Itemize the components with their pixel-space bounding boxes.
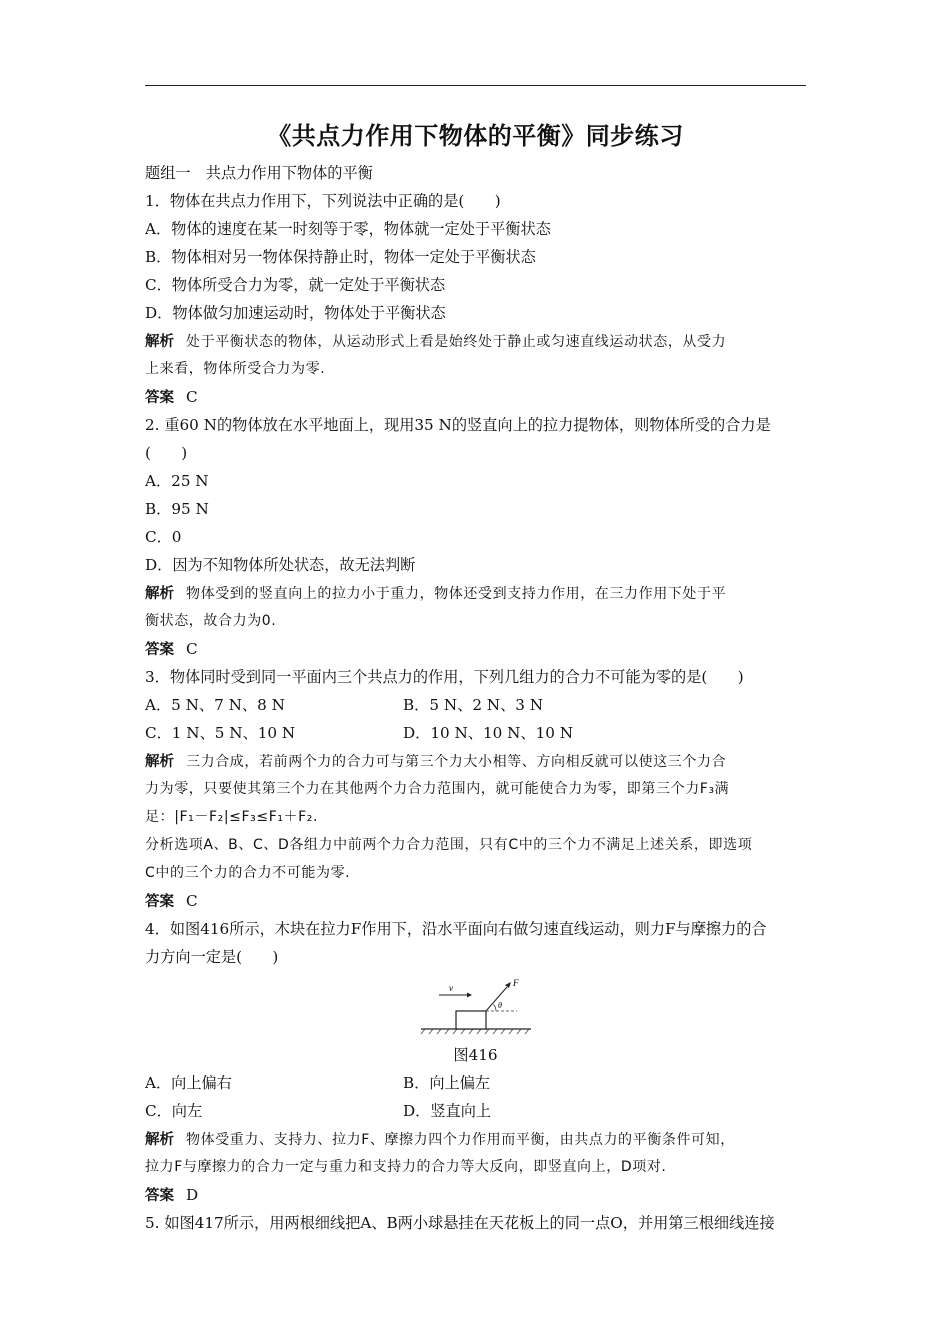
velocity-label: v [449,983,453,993]
q3-analysis-text-1: 三力合成，若前两个力的合力可与第三个力大小相等、方向相反就可以使这三个力合 [186,754,727,770]
q3-stem: 3．物体同时受到同一平面内三个共点力的作用，下列几组力的合力不可能为零的是( ) [145,668,744,686]
force-arrow [486,987,507,1011]
q2-option-b: B．95 N [145,500,209,518]
answer-label: 答案 [145,642,174,658]
q2-option-d: D．因为不知物体所处状态，故无法判断 [145,556,416,574]
q1-answer-value: C [186,388,198,406]
q1-analysis-text-2: 上来看，物体所受合力为零. [145,361,326,377]
document-body [145,159,813,1237]
analysis-label: 解析 [145,754,174,770]
q5-stem-1: 5. 如图417所示，用两根细线把A、B两小球悬挂在天花板上的同一点O，并用第三根细线连接 [145,1214,775,1232]
q3-analysis-text-3: 足：|F₁－F₂|≤F₃≤F₁＋F₂. [145,809,319,825]
velocity-arrowhead [467,993,472,998]
q2-analysis-text-1: 物体受到的竖直向上的拉力小于重力，物体还受到支持力作用，在三力作用下处于平 [186,586,727,602]
q4-option-a: A．向上偏右 [145,1074,232,1092]
q3-analysis [145,747,813,775]
q3-option-c: C．1 N、5 N、10 N [145,724,296,742]
answer-label: 答案 [145,894,174,910]
wooden-block [456,1011,486,1029]
force-label: F [513,978,519,988]
q3-option-a: A．5 N、7 N、8 N [145,696,285,714]
q1-analysis [145,327,813,355]
header-rule [145,85,806,86]
q4-option-b: B．向上偏左 [403,1074,491,1092]
q2-analysis [145,579,813,607]
q4-answer-value: D [186,1186,199,1204]
q4-option-d: D．竖直向上 [403,1102,492,1120]
q3-answer-value: C [186,892,198,910]
q4-options-row-2 [145,1097,813,1125]
ground-hatch [421,1029,529,1034]
q3-analysis-text-5: C中的三个力的合力不可能为零. [145,865,351,881]
q4-analysis [145,1125,813,1153]
q4-stem-2: 力方向一定是( ) [145,948,279,966]
q2-option-a: A．25 N [145,472,209,490]
q4-stem-1: 4．如图416所示，木块在拉力F作用下，沿水平面向右做匀速直线运动，则力F与摩擦力的合 [145,920,767,938]
q1-option-b: B．物体相对另一物体保持静止时，物体一定处于平衡状态 [145,248,536,266]
group-heading: 题组一 共点力作用下物体的平衡 [145,164,373,182]
q2-answer-value: C [186,640,198,658]
q2-answer [145,635,813,663]
q2-stem-2: ( ) [145,444,188,462]
q3-options-row-2 [145,719,813,747]
q4-figure-caption: 图416 [453,1046,498,1064]
q1-stem: 1．物体在共点力作用下，下列说法中正确的是( ) [145,192,501,210]
answer-label: 答案 [145,390,174,406]
q1-option-a: A．物体的速度在某一时刻等于零，物体就一定处于平衡状态 [145,220,551,238]
q3-options-row-1 [145,691,813,719]
q1-answer [145,383,813,411]
q3-option-b: B．5 N、2 N、3 N [403,696,544,714]
q4-answer [145,1181,813,1209]
q3-option-d: D．10 N、10 N、10 N [403,724,574,742]
q1-analysis-text-1: 处于平衡状态的物体，从运动形式上看是始终处于静止或匀速直线运动状态，从受力 [186,334,727,350]
q3-answer [145,887,813,915]
angle-arc [494,1005,497,1012]
q2-option-c: C．0 [145,528,182,546]
force-arrowhead [505,982,511,988]
q3-analysis-text-4: 分析选项A、B、C、D各组力中前两个力合力范围，只有C中的三个力不满足上述关系，即选项 [145,837,753,853]
q4-options-row-1 [145,1069,813,1097]
q4-analysis-text-2: 拉力F与摩擦力的合力一定与重力和支持力的合力等大反向，即竖直向上，D项对. [145,1159,667,1175]
q4-figure [145,971,813,1041]
analysis-label: 解析 [145,1132,174,1148]
analysis-label: 解析 [145,334,174,350]
answer-label: 答案 [145,1188,174,1204]
q4-option-c: C．向左 [145,1102,203,1120]
q1-option-c: C．物体所受合力为零，就一定处于平衡状态 [145,276,446,294]
q1-option-d: D．物体做匀加速运动时，物体处于平衡状态 [145,304,446,322]
block-on-ground-diagram [419,977,533,1039]
q3-analysis-text-2: 力为零，只要使其第三个力在其他两个力合力范围内，就可能使合力为零，即第三个力F₃满 [145,781,730,797]
q4-analysis-text-1: 物体受重力、支持力、拉力F、摩擦力四个力作用而平衡，由共点力的平衡条件可知， [186,1132,735,1148]
analysis-label: 解析 [145,586,174,602]
q2-analysis-text-2: 衡状态，故合力为0. [145,613,277,629]
angle-label: θ [498,1001,502,1010]
page-title: 《共点力作用下物体的平衡》同步练习 [267,122,684,150]
q2-stem-1: 2. 重60 N的物体放在水平地面上，现用35 N的竖直向上的拉力提物体，则物体所受的合力是 [145,416,771,434]
